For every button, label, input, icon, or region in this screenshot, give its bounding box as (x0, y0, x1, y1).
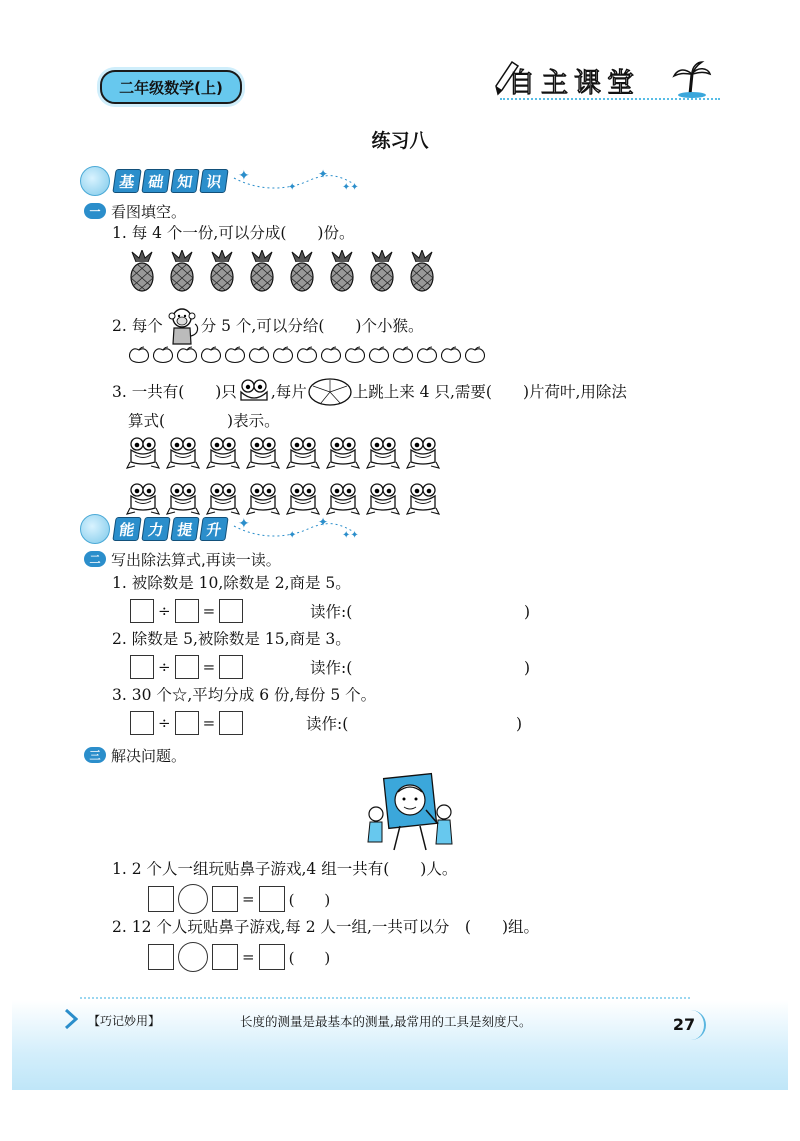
answer-box[interactable] (148, 944, 174, 970)
question-1-2: 2. 每个 分 5 个,可以分给( )个小猴。 (112, 306, 423, 346)
globe-icon (80, 166, 110, 196)
part-number: 一 (84, 203, 106, 219)
peach-icon (200, 346, 222, 370)
answer-box[interactable] (148, 886, 174, 912)
peach-icon (296, 346, 318, 370)
answer-box[interactable] (175, 655, 199, 679)
frog-icon (166, 436, 206, 474)
peach-icon (344, 346, 366, 370)
footer-tag: 【巧记妙用】 (88, 1014, 161, 1028)
svg-text:✦: ✦ (288, 182, 297, 193)
part1-heading: 一 看图填空。 (84, 200, 186, 222)
svg-text:✦: ✦ (318, 516, 329, 529)
frog-icon (166, 482, 206, 520)
footer-divider (80, 997, 690, 999)
division-equation: ÷ = (130, 711, 243, 735)
section-chip: 识 (199, 169, 228, 193)
frog-icon (366, 482, 406, 520)
svg-text:✦✦: ✦✦ (342, 530, 359, 541)
division-equation: ÷ = (130, 655, 243, 679)
part3-heading: 三 解决问题。 (84, 744, 186, 766)
peach-icon (320, 346, 342, 370)
part-number: 二 (84, 551, 106, 567)
lotus-leaf-icon (307, 376, 353, 408)
section-chip: 基 (112, 169, 141, 193)
pineapple-icon (128, 250, 156, 296)
monkey-icon (163, 306, 201, 346)
svg-text:✦: ✦ (238, 168, 250, 184)
read-as-close: ) (516, 715, 523, 733)
page-number: 27 (664, 1010, 706, 1040)
operator-circle[interactable] (178, 942, 208, 972)
frog-icon (126, 436, 166, 474)
part-number: 三 (84, 747, 106, 763)
pineapple-icon (408, 250, 436, 296)
question-2-1: 1. 被除数是 10,除数是 2,商是 5。 (112, 574, 351, 592)
frog-icon (206, 482, 246, 520)
section-chip: 知 (170, 169, 199, 193)
pineapple-icon (248, 250, 276, 296)
frog-icon (286, 482, 326, 520)
sparkle-decoration (230, 516, 360, 542)
answer-box[interactable] (130, 711, 154, 735)
frog-icon (326, 482, 366, 520)
frog-icon (246, 482, 286, 520)
peach-icon (368, 346, 390, 370)
question-3-1: 1. 2 个人一组玩贴鼻子游戏,4 组一共有( )人。 (112, 860, 458, 878)
page-title: 练习八 (371, 130, 429, 152)
answer-box[interactable] (259, 944, 285, 970)
division-equation: ÷ = (130, 599, 243, 623)
svg-text:✦: ✦ (238, 516, 250, 532)
section-chip: 础 (141, 169, 170, 193)
section-chip: 升 (199, 517, 228, 541)
sparkle-decoration (230, 168, 360, 194)
peach-icon (272, 346, 294, 370)
read-as-close: ) (524, 603, 531, 621)
read-as-label: 读作:( (310, 603, 353, 621)
palm-tree-icon (672, 60, 712, 102)
peach-row (128, 346, 486, 370)
read-as-label: 读作:( (310, 659, 353, 677)
pineapple-icon (208, 250, 236, 296)
grade-badge: 二年级数学(上) (100, 70, 242, 104)
answer-box[interactable] (130, 599, 154, 623)
brand-title: 自主课堂 (508, 67, 640, 99)
section-chip: 能 (112, 517, 141, 541)
peach-icon (440, 346, 462, 370)
section-basic-banner (80, 168, 360, 194)
question-1-3: 3. 一共有( )只 ,每片 上跳上来 4 只,需要( )片荷叶,用除法 (112, 376, 627, 408)
question-1-3-cont: 算式( )表示。 (128, 412, 280, 430)
peach-icon (128, 346, 150, 370)
answer-box[interactable] (130, 655, 154, 679)
svg-text:✦: ✦ (288, 530, 297, 541)
pineapple-row (128, 250, 436, 296)
answer-box[interactable] (212, 886, 238, 912)
nose-game-illustration (360, 770, 460, 860)
frog-icon (246, 436, 286, 474)
chevron-right-icon (64, 1008, 78, 1034)
answer-box[interactable] (219, 599, 243, 623)
peach-icon (248, 346, 270, 370)
answer-box[interactable] (175, 599, 199, 623)
pineapple-icon (328, 250, 356, 296)
frog-icon (286, 436, 326, 474)
pineapple-icon (168, 250, 196, 296)
peach-icon (152, 346, 174, 370)
question-2-3: 3. 30 个☆,平均分成 6 份,每份 5 个。 (112, 686, 377, 704)
multiplication-equation: = ( ) (148, 884, 330, 914)
answer-box[interactable] (175, 711, 199, 735)
svg-text:✦✦: ✦✦ (342, 182, 359, 193)
peach-icon (416, 346, 438, 370)
section-ability-banner (80, 516, 360, 542)
pineapple-icon (368, 250, 396, 296)
pineapple-icon (288, 250, 316, 296)
answer-box[interactable] (219, 655, 243, 679)
frog-icon (406, 482, 446, 520)
frog-icon (126, 482, 166, 520)
question-1-1: 1. 每 4 个一份,可以分成( )份。 (112, 224, 355, 242)
header-divider (500, 98, 720, 100)
globe-icon (80, 514, 110, 544)
read-as-close: ) (524, 659, 531, 677)
answer-box[interactable] (212, 944, 238, 970)
frog-icon (406, 436, 446, 474)
peach-icon (176, 346, 198, 370)
frog-icon (237, 378, 271, 406)
peach-icon (464, 346, 486, 370)
peach-icon (392, 346, 414, 370)
read-as-label: 读作:( (306, 715, 349, 733)
section-chip: 力 (141, 517, 170, 541)
footer-tip: 长度的测量是最基本的测量,最常用的工具是刻度尺。 (240, 1014, 532, 1029)
question-3-2: 2. 12 个人玩贴鼻子游戏,每 2 人一组,一共可以分 ( )组。 (112, 918, 540, 936)
frog-icon (206, 436, 246, 474)
answer-box[interactable] (219, 711, 243, 735)
answer-box[interactable] (259, 886, 285, 912)
part2-heading: 二 写出除法算式,再读一读。 (84, 548, 281, 570)
division-equation: = ( ) (148, 942, 330, 972)
frog-icon (326, 436, 366, 474)
svg-text:✦: ✦ (318, 168, 329, 181)
peach-icon (224, 346, 246, 370)
frog-icon (366, 436, 406, 474)
question-2-2: 2. 除数是 5,被除数是 15,商是 3。 (112, 630, 351, 648)
operator-circle[interactable] (178, 884, 208, 914)
section-chip: 提 (170, 517, 199, 541)
frog-grid (126, 436, 446, 520)
